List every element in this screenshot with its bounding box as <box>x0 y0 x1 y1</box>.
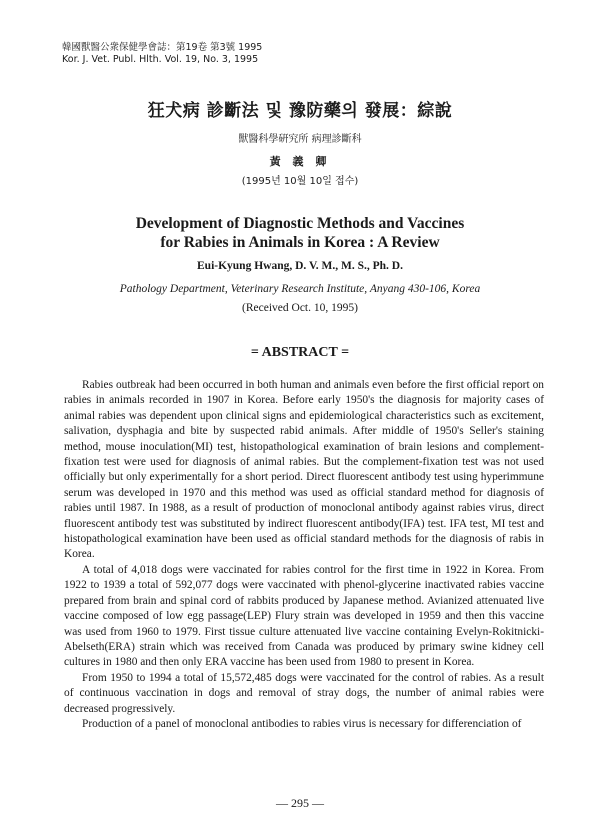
journal-citation <box>62 42 262 66</box>
abstract-paragraph: Production of a panel of monoclonal antibodies to rabies virus is necessary for differenciation of <box>82 717 522 730</box>
abstract-paragraph: From 1950 to 1994 a total of 15,572,485 dogs were vaccinated for the control of rabies. As a result of continuous vaccination in dogs and removal of stray dogs, the number of animal rabies were decreased progressively. <box>64 671 544 715</box>
korean-received-date: (1995년 10월 10일 접수) <box>241 176 359 187</box>
english-title <box>0 214 600 252</box>
english-author: Eui-Kyung Hwang, D. V. M., M. S., Ph. D. <box>197 260 403 272</box>
abstract-body <box>64 378 544 732</box>
journal-citation-korean: 韓國獸醫公衆保健學會誌：第19卷 第3號 1995 <box>62 42 263 53</box>
english-title-line2: for Rabies in Animals in Korea : A Review <box>160 234 440 251</box>
abstract-paragraph: A total of 4,018 dogs were vaccinated for rabies control for the first time in 1922 in Korea. From 1922 to 1939 a total of 592,077 dogs were vaccinated with phenol-glycerine inactivated rabies vaccine prepared from brain and spinal cord of rabbits produced by Japanese method. Avianized attenuated live vaccine composed of low egg passage(LEP) Flury strain was developed in 1959 and then this vaccine was used from 1960 to 1979. First tissue culture attenuated live vaccine containing Evelyn-Rokitnicki-Abelseth(ERA) strain which was received from Canada was produced by primary swine kidney cell cultures in 1980 and then only ERA vaccine has been used from 1980 to present in Korea. <box>64 563 544 669</box>
abstract-paragraph: Rabies outbreak had been occurred in both human and animals even before the first official report on rabies in animals recorded in 1907 in Korea. Before early 1950's the diagnosis for majority cases of animal rabies was dependent upon clinical signs and epidemiological characteristics such as excitement, salivation, dysphagia and bite by suspected rabid animals. After middle of 1950's Seller's staining method, mouse inoculation(MI) test, histopathological examination of brain lesions and complement-fixation test were used for diagnosis of animal rabies. But the complement-fixation test was not used officially but only experimentally for a short period. Direct fluorescent antibody test using hyperimmune serum was developed in 1970 and this method was used as official standard method for diagnosis of rabies until 1987. In 1988, as a result of production of monoclonal antibody against rabies virus, direct fluorescent antibody test was substituted by indirect fluorescent antibody(IFA) test. IFA test, MI test and histopathological examination have been used as official standard methods for the diagnosis of rabis in Korea. <box>64 379 544 561</box>
korean-author: 黃 義 卿 <box>269 155 331 168</box>
page-number: — 295 — <box>276 796 324 810</box>
english-affiliation: Pathology Department, Veterinary Research Institute, Anyang 430-106, Korea <box>119 283 481 295</box>
abstract-heading: = ABSTRACT = <box>250 345 350 360</box>
english-title-line1: Development of Diagnostic Methods and Vaccines <box>135 215 465 232</box>
korean-affiliation: 獸醫科學硏究所 病理診斷科 <box>238 134 362 145</box>
korean-title: 狂犬病 診斷法 및 豫防藥의 發展：綜說 <box>147 101 453 121</box>
english-received-date: (Received Oct. 10, 1995) <box>242 302 358 314</box>
journal-citation-english: Kor. J. Vet. Publ. Hlth. Vol. 19, No. 3, 1995 <box>62 54 259 65</box>
